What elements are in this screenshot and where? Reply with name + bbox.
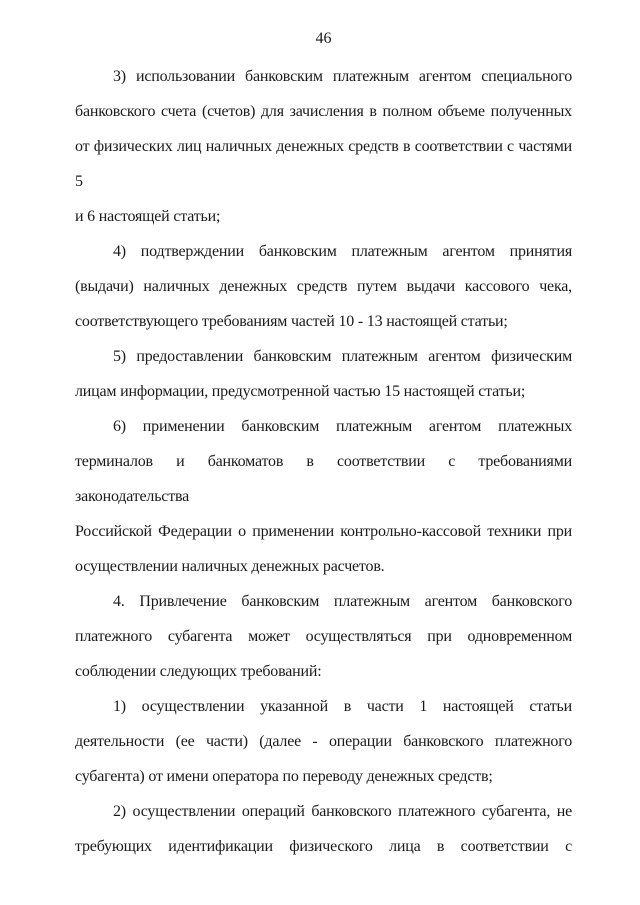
- text-line: соблюдении следующих требований:: [75, 663, 322, 680]
- paragraph-item-4: [75, 234, 572, 339]
- paragraph-item-6: [75, 409, 572, 584]
- text-line: (выдачи) наличных денежных средств путем выдачи кассового чека,: [75, 278, 572, 295]
- text-line: 6) применении банковским платежным агентом платежных: [113, 418, 572, 435]
- text-line: требующих идентификации физического лица в соответствии с: [75, 838, 572, 855]
- text-line: 5) предоставлении банковским платежным агентом физическим: [113, 348, 572, 365]
- text-line: лицам информации, предусмотренной частью 15 настоящей статьи;: [75, 383, 526, 400]
- text-line: терминалов и банкоматов в соответствии с требованиями законодательства: [75, 453, 572, 505]
- paragraph-part-4: [75, 584, 572, 689]
- paragraph-item-3: [75, 59, 572, 234]
- text-line: субагента) от имени оператора по переводу денежных средств;: [75, 768, 493, 785]
- paragraph-subitem-2: [75, 794, 572, 864]
- text-line: и 6 настоящей статьи;: [75, 208, 221, 225]
- text-line: банковского счета (счетов) для зачисления в полном объеме полученных: [75, 103, 572, 120]
- text-line: 4) подтверждении банковским платежным агентом принятия: [113, 243, 572, 260]
- text-line: деятельности (ее части) (далее - операции банковского платежного: [75, 733, 572, 750]
- text-line: 2) осуществлении операций банковского платежного субагента, не: [113, 803, 572, 820]
- text-line: 4. Привлечение банковским платежным агентом банковского: [113, 593, 572, 610]
- paragraph-item-5: [75, 339, 572, 409]
- text-line: Российской Федерации о применении контрольно-кассовой техники при: [75, 523, 572, 540]
- text-line: платежного субагента может осуществляться при одновременном: [75, 628, 572, 645]
- text-line: 3) использовании банковским платежным агентом специального: [113, 68, 572, 85]
- text-line: соответствующего требованиям частей 10 - 13 настоящей статьи;: [75, 313, 508, 330]
- text-line: осуществлении наличных денежных расчетов.: [75, 558, 385, 575]
- paragraph-subitem-1: [75, 689, 572, 794]
- text-line: от физических лиц наличных денежных средств в соответствии с частями 5: [75, 138, 572, 190]
- text-line: 1) осуществлении указанной в части 1 настоящей статьи: [113, 698, 572, 715]
- page-number: 46: [315, 30, 332, 47]
- text-column: [75, 21, 572, 864]
